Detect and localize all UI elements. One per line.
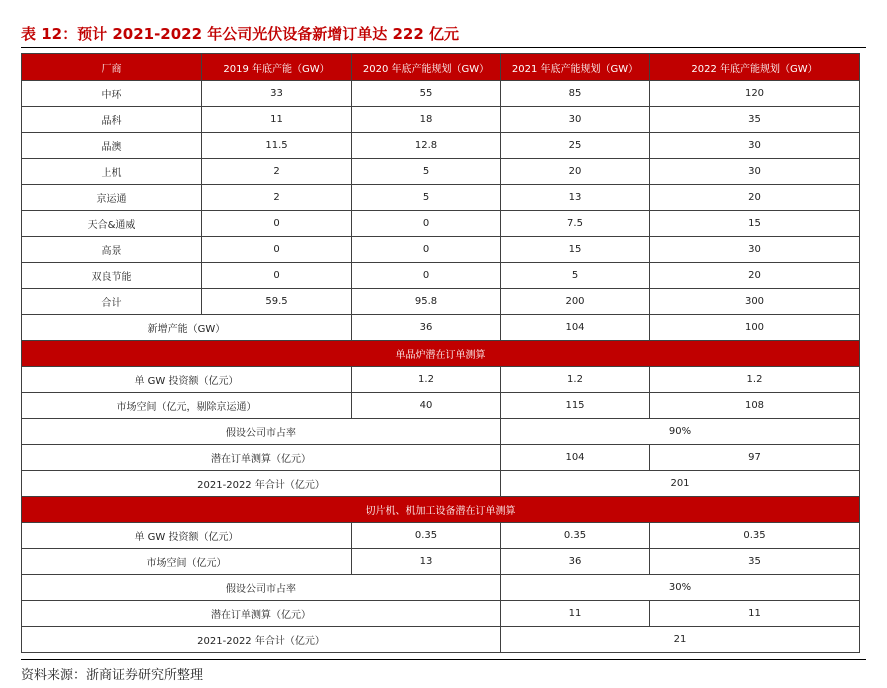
- potential-orders-row: [22, 445, 860, 471]
- table-cell: 36: [501, 549, 650, 575]
- table-cell: 97: [650, 445, 860, 471]
- row-label: 市场空间（亿元，剔除京运通）: [22, 393, 352, 419]
- table-cell: 120: [650, 81, 860, 107]
- table-cell: 0: [352, 211, 501, 237]
- new-capacity-row: [22, 315, 860, 341]
- table-cell: 13: [352, 549, 501, 575]
- table-cell: 30: [650, 159, 860, 185]
- table-cell: 2: [202, 159, 352, 185]
- table-cell: 0: [202, 211, 352, 237]
- row-label: 新增产能（GW）: [22, 315, 352, 341]
- table-cell: 36: [352, 315, 501, 341]
- table-cell: 1.2: [501, 367, 650, 393]
- table-title: 表 12：预计 2021-2022 年公司光伏设备新增订单达 222 亿元: [21, 25, 460, 43]
- row-label: 市场空间（亿元）: [22, 549, 352, 575]
- table-cell: 13: [501, 185, 650, 211]
- table-cell: 59.5: [202, 289, 352, 315]
- table-cell: 0: [202, 237, 352, 263]
- table-cell: 5: [352, 159, 501, 185]
- table-cell: 30: [650, 133, 860, 159]
- table-cell: 0: [202, 263, 352, 289]
- table-cell: 18: [352, 107, 501, 133]
- manufacturer-name: 双良节能: [22, 263, 202, 289]
- section-header-row: [22, 497, 860, 523]
- table-cell: 2: [202, 185, 352, 211]
- table-cell: 20: [650, 263, 860, 289]
- table-cell: 200: [501, 289, 650, 315]
- manufacturer-name: 天合&通威: [22, 211, 202, 237]
- manufacturer-name: 合计: [22, 289, 202, 315]
- table-row: [22, 81, 860, 107]
- table-cell: 0.35: [501, 523, 650, 549]
- table-cell: 5: [501, 263, 650, 289]
- table-cell: 108: [650, 393, 860, 419]
- table-cell: 0: [352, 263, 501, 289]
- header-cell: 2020 年底产能规划（GW）: [352, 54, 501, 81]
- table-cell: 201: [501, 471, 860, 497]
- investment-row: [22, 523, 860, 549]
- row-label: 单 GW 投资额（亿元）: [22, 523, 352, 549]
- table-cell: 11.5: [202, 133, 352, 159]
- section-title: 单晶炉潜在订单测算: [22, 341, 860, 367]
- table-cell: 30: [501, 107, 650, 133]
- table-cell: 11: [650, 601, 860, 627]
- table-cell: 25: [501, 133, 650, 159]
- manufacturer-name: 晶科: [22, 107, 202, 133]
- market-share-row: [22, 575, 860, 601]
- source-note: 资料来源：浙商证券研究所整理: [21, 668, 204, 683]
- manufacturer-name: 上机: [22, 159, 202, 185]
- table-cell: 90%: [501, 419, 860, 445]
- market-share-row: [22, 419, 860, 445]
- table-row: [22, 133, 860, 159]
- investment-row: [22, 367, 860, 393]
- row-label: 假设公司市占率: [22, 419, 501, 445]
- table-cell: 5: [352, 185, 501, 211]
- manufacturer-name: 中环: [22, 81, 202, 107]
- table-row: [22, 263, 860, 289]
- manufacturer-name: 晶澳: [22, 133, 202, 159]
- table-cell: 21: [501, 627, 860, 653]
- table-cell: 0.35: [352, 523, 501, 549]
- table-cell: 15: [650, 211, 860, 237]
- section-title: 切片机、机加工设备潜在订单测算: [22, 497, 860, 523]
- section-total-row: [22, 627, 860, 653]
- row-label: 假设公司市占率: [22, 575, 501, 601]
- table-cell: 35: [650, 107, 860, 133]
- capacity-order-table: [21, 53, 860, 653]
- section-total-row: [22, 471, 860, 497]
- manufacturer-name: 高景: [22, 237, 202, 263]
- table-cell: 11: [202, 107, 352, 133]
- header-cell: 2019 年底产能（GW）: [202, 54, 352, 81]
- table-cell: 11: [501, 601, 650, 627]
- header-cell: 2022 年底产能规划（GW）: [650, 54, 860, 81]
- table-row: [22, 237, 860, 263]
- row-label: 2021-2022 年合计（亿元）: [22, 627, 501, 653]
- table-cell: 30%: [501, 575, 860, 601]
- table-cell: 35: [650, 549, 860, 575]
- table-cell: 115: [501, 393, 650, 419]
- table-container: [21, 53, 860, 653]
- table-cell: 7.5: [501, 211, 650, 237]
- table-row: [22, 185, 860, 211]
- bottom-divider: [21, 659, 866, 660]
- potential-orders-row: [22, 601, 860, 627]
- table-cell: 55: [352, 81, 501, 107]
- table-cell: 104: [501, 315, 650, 341]
- table-cell: 12.8: [352, 133, 501, 159]
- header-cell: 厂商: [22, 54, 202, 81]
- table-cell: 104: [501, 445, 650, 471]
- table-cell: 20: [501, 159, 650, 185]
- table-cell: 0: [352, 237, 501, 263]
- table-cell: 33: [202, 81, 352, 107]
- table-cell: 40: [352, 393, 501, 419]
- market-space-row: [22, 393, 860, 419]
- row-label: 单 GW 投资额（亿元）: [22, 367, 352, 393]
- title-divider: [21, 47, 866, 48]
- table-cell: 30: [650, 237, 860, 263]
- header-cell: 2021 年底产能规划（GW）: [501, 54, 650, 81]
- row-label: 2021-2022 年合计（亿元）: [22, 471, 501, 497]
- table-cell: 1.2: [352, 367, 501, 393]
- table-cell: 85: [501, 81, 650, 107]
- table-header-row: [22, 54, 860, 81]
- table-cell: 300: [650, 289, 860, 315]
- row-label: 潜在订单测算（亿元）: [22, 445, 501, 471]
- table-cell: 0.35: [650, 523, 860, 549]
- table-row: [22, 211, 860, 237]
- total-row: [22, 289, 860, 315]
- section-header-row: [22, 341, 860, 367]
- row-label: 潜在订单测算（亿元）: [22, 601, 501, 627]
- table-cell: 100: [650, 315, 860, 341]
- market-space-row: [22, 549, 860, 575]
- table-cell: 20: [650, 185, 860, 211]
- table-cell: 95.8: [352, 289, 501, 315]
- table-row: [22, 159, 860, 185]
- table-cell: 15: [501, 237, 650, 263]
- manufacturer-name: 京运通: [22, 185, 202, 211]
- table-cell: 1.2: [650, 367, 860, 393]
- table-row: [22, 107, 860, 133]
